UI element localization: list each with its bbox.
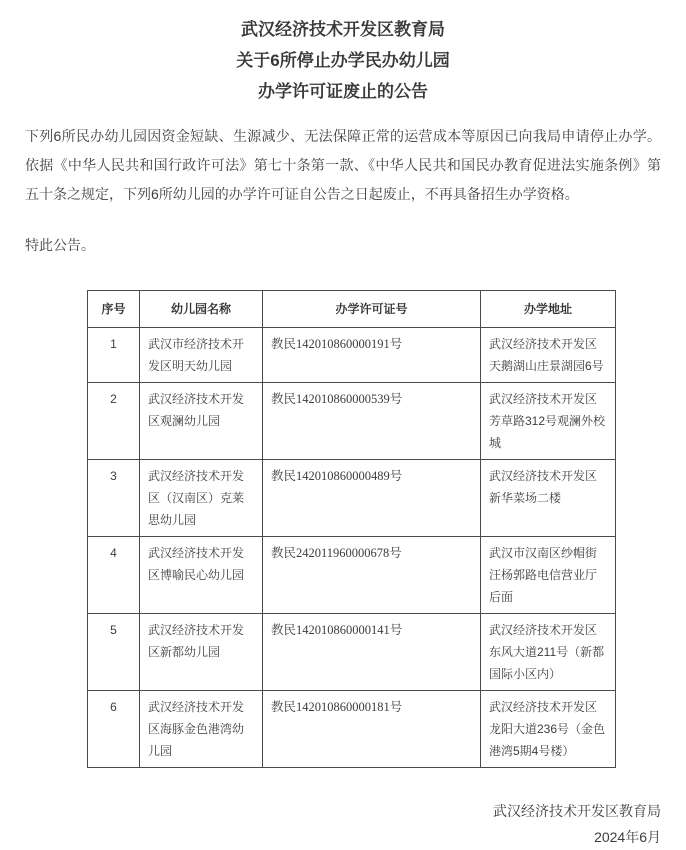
license-number: 教民142010860000539号 (263, 383, 481, 460)
school-address: 武汉经济技术开发区芳草路312号观澜外校城 (481, 383, 616, 460)
school-address: 武汉市汉南区纱帽街汪杨郭路电信营业厅后面 (481, 537, 616, 614)
column-header-index: 序号 (88, 291, 140, 328)
body-paragraph-main: 下列6所民办幼儿园因资金短缺、生源减少、无法保障正常的运营成本等原因已向我局申请停止办学。依据《中华人民共和国行政许可法》第七十条第一款、《中华人民共和国民办教育促进法实施条例》第五十条之规定，下列6所幼儿园的办学许可证自公告之日起废止，不再具备招生办学资格。 (25, 128, 661, 202)
title-line-1: 武汉经济技术开发区教育局 (241, 20, 445, 39)
license-number: 教民142010860000181号 (263, 691, 481, 768)
table-row (88, 691, 616, 768)
school-address: 武汉经济技术开发区龙阳大道236号（金色港湾5期4号楼） (481, 691, 616, 768)
announcement-body (25, 122, 661, 260)
body-paragraph-closing: 特此公告。 (25, 237, 95, 253)
column-header-name: 幼儿园名称 (140, 291, 263, 328)
license-number: 教民142010860000191号 (263, 328, 481, 383)
license-number: 教民142010860000141号 (263, 614, 481, 691)
table-header-row (88, 291, 616, 328)
row-index: 3 (88, 460, 140, 537)
school-address: 武汉经济技术开发区天鹅湖山庄景湖园6号 (481, 328, 616, 383)
kindergarten-name: 武汉市经济技术开发区明天幼儿园 (140, 328, 263, 383)
row-index: 4 (88, 537, 140, 614)
row-index: 2 (88, 383, 140, 460)
table-row (88, 383, 616, 460)
issue-date: 2024年6月 (594, 829, 661, 845)
school-address: 武汉经济技术开发区东风大道211号（新都国际小区内） (481, 614, 616, 691)
row-index: 1 (88, 328, 140, 383)
table-row (88, 460, 616, 537)
kindergarten-name: 武汉经济技术开发区海豚金色港湾幼儿园 (140, 691, 263, 768)
kindergarten-name: 武汉经济技术开发区观澜幼儿园 (140, 383, 263, 460)
school-address: 武汉经济技术开发区新华菜场二楼 (481, 460, 616, 537)
issuing-agency: 武汉经济技术开发区教育局 (493, 803, 661, 819)
row-index: 5 (88, 614, 140, 691)
kindergarten-name: 武汉经济技术开发区博喻民心幼儿园 (140, 537, 263, 614)
row-index: 6 (88, 691, 140, 768)
page-title (25, 14, 661, 107)
license-number: 教民242011960000678号 (263, 537, 481, 614)
title-line-3: 办学许可证废止的公告 (258, 82, 428, 101)
column-header-license: 办学许可证号 (263, 291, 481, 328)
title-line-2: 关于6所停止办学民办幼儿园 (236, 51, 450, 70)
kindergarten-revocation-table (87, 290, 616, 768)
table-row (88, 614, 616, 691)
signature-block (25, 798, 661, 850)
table-row (88, 537, 616, 614)
kindergarten-name: 武汉经济技术开发区（汉南区）克莱思幼儿园 (140, 460, 263, 537)
column-header-address: 办学地址 (481, 291, 616, 328)
license-number: 教民142010860000489号 (263, 460, 481, 537)
kindergarten-name: 武汉经济技术开发区新都幼儿园 (140, 614, 263, 691)
table-row (88, 328, 616, 383)
